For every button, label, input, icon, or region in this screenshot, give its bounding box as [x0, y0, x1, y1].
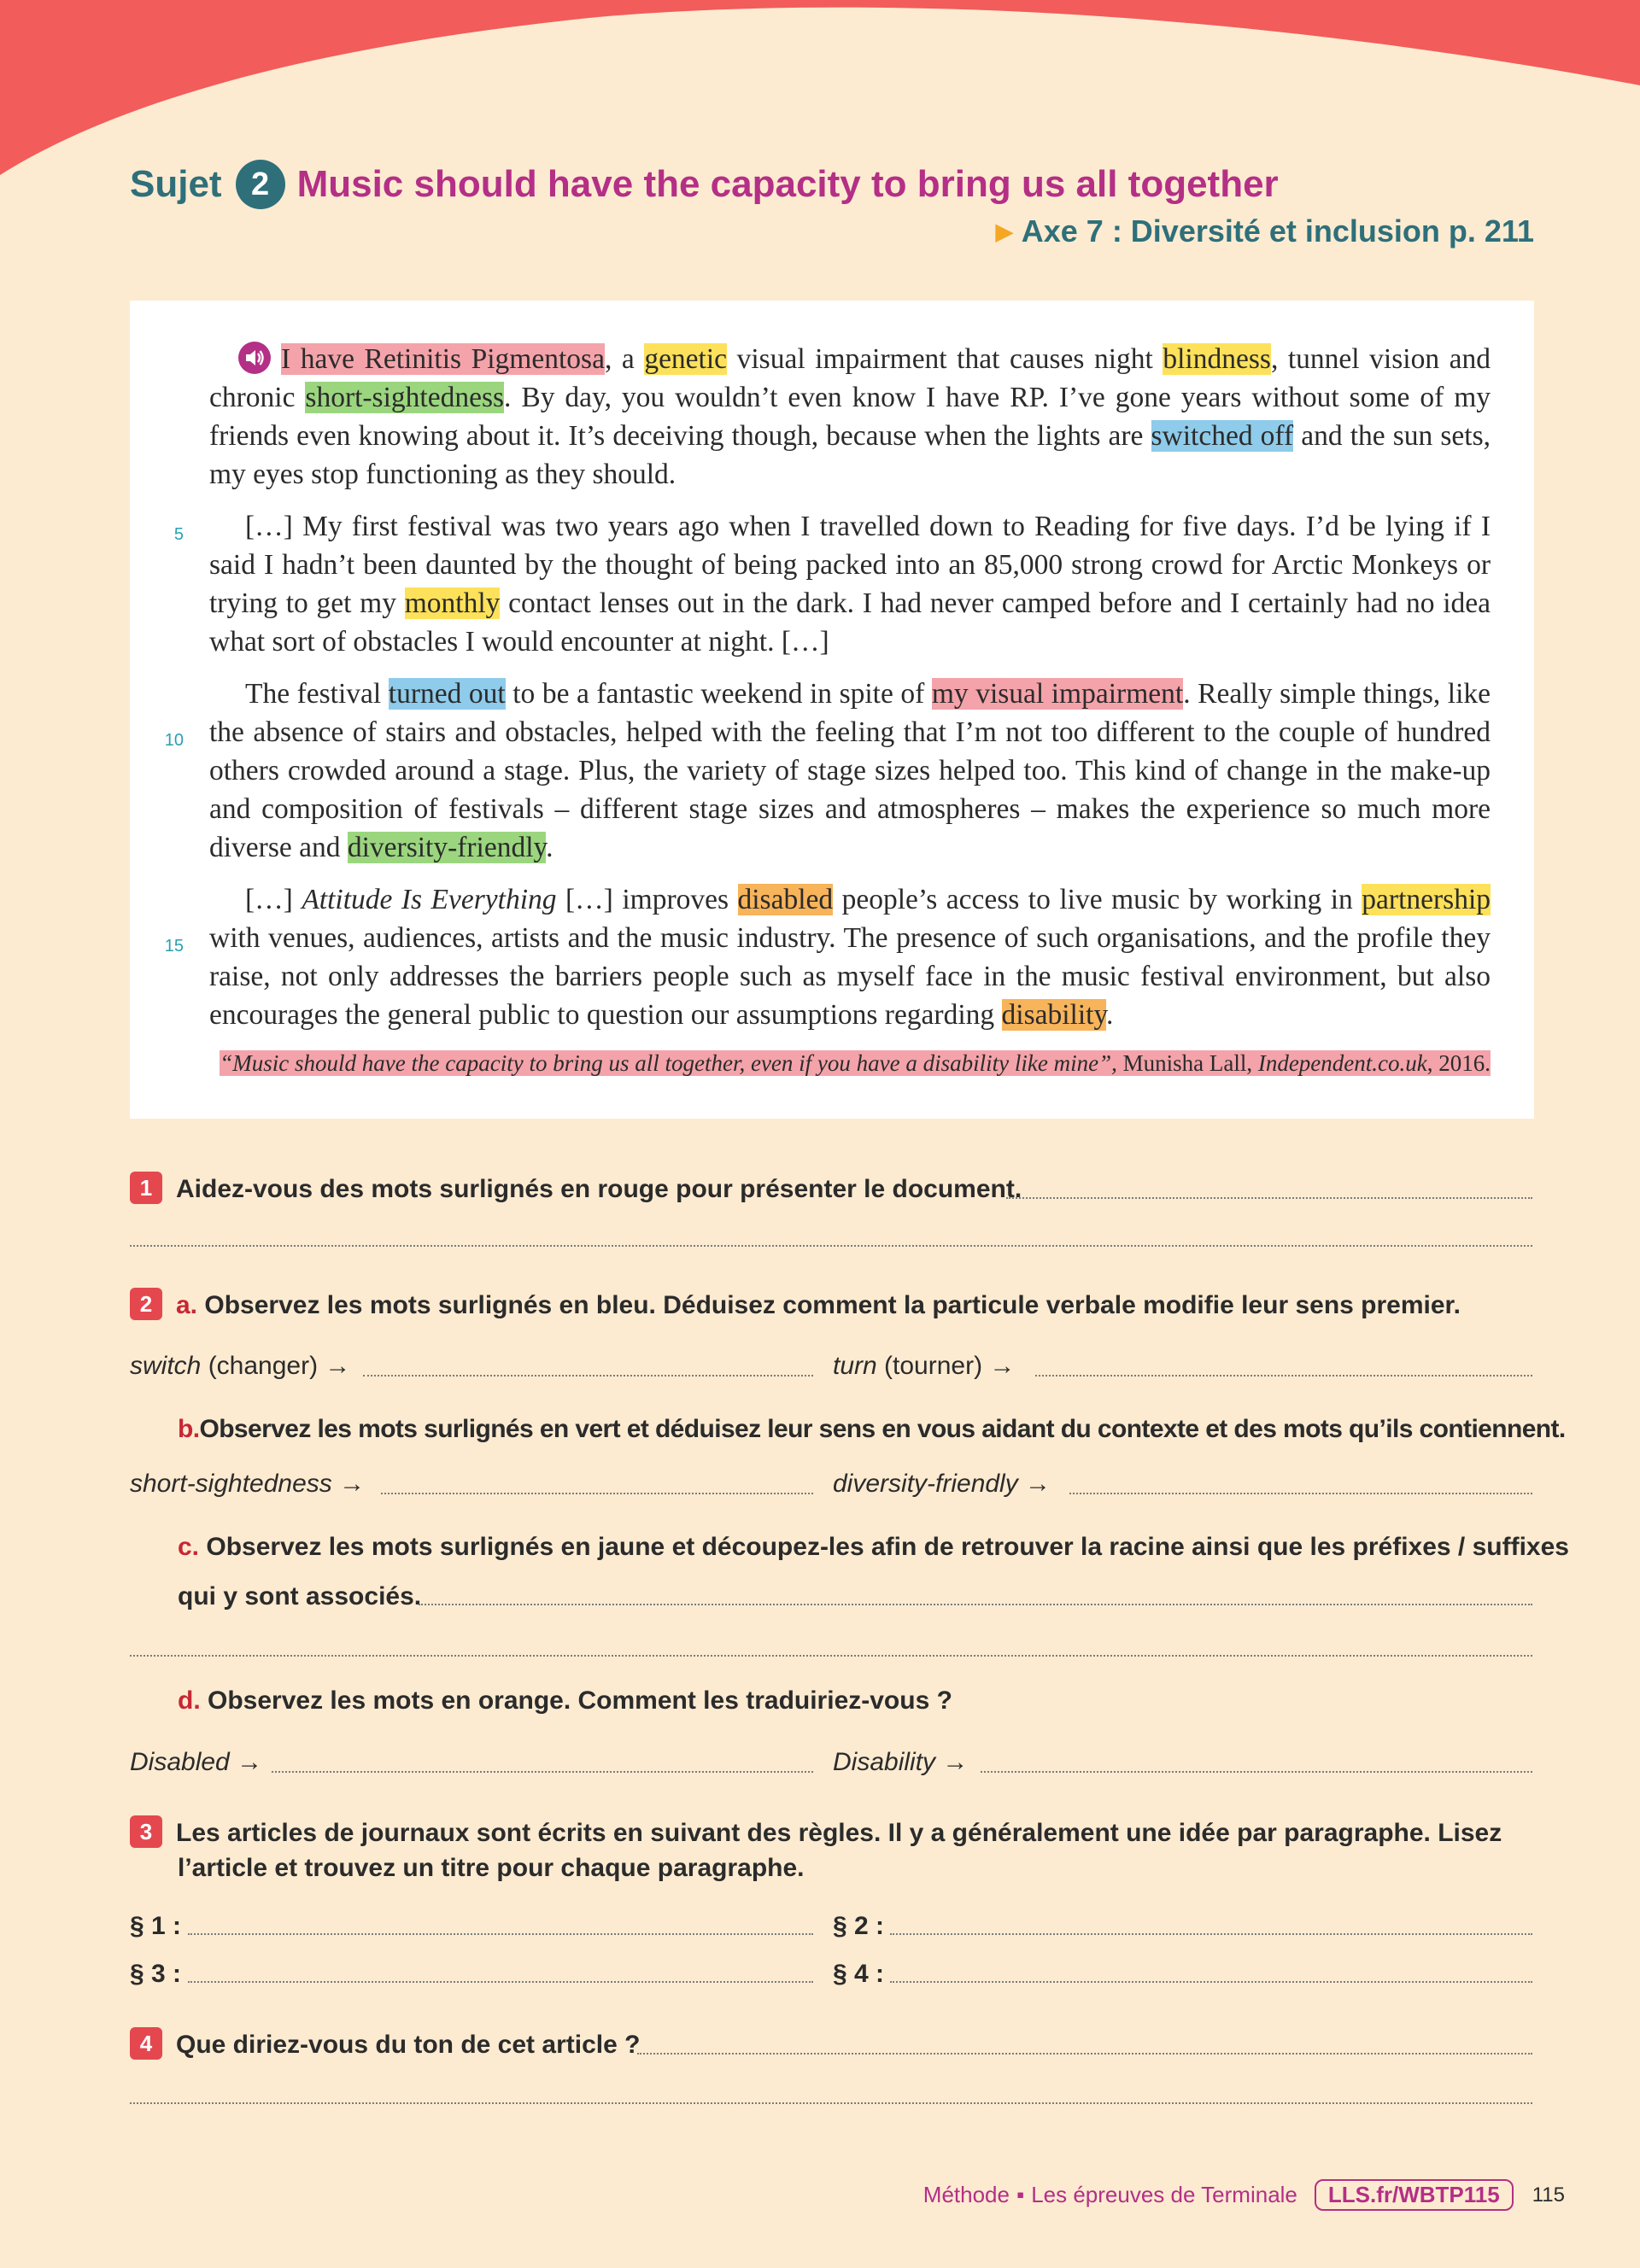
highlight-green: short-sightedness — [305, 382, 505, 413]
footer-methode: Méthode — [922, 2182, 1010, 2207]
highlight-blue: turned out — [388, 678, 506, 710]
sub-question-letter: c. — [178, 1533, 200, 1561]
answer-line[interactable] — [188, 1981, 813, 1983]
paragraph-1-label: § 1 : — [130, 1912, 182, 1940]
question-text: Les articles de journaux sont écrits en suivant des règles. Il y a généralement une idée par paragraphe. Lisez — [176, 1819, 1502, 1847]
question-text: Observez les mots surlignés en bleu. Déduisez comment la particule verbale modifie leur sens premier. — [204, 1291, 1461, 1319]
question-3 — [130, 1815, 1502, 1850]
switch-label: switch (changer) → — [130, 1352, 351, 1380]
turn-label: turn (tourner) → — [833, 1352, 1016, 1380]
highlight-yellow: blindness — [1163, 343, 1271, 375]
sub-question-letter: a. — [176, 1291, 198, 1319]
answer-line[interactable] — [1069, 1493, 1532, 1494]
answer-line[interactable] — [272, 1771, 813, 1773]
question-text: Observez les mots surlignés en jaune et découpez-les afin de retrouver la racine ainsi que les préfixes / suffixes — [206, 1533, 1569, 1561]
question-text: Observez les mots en orange. Comment les traduiriez-vous ? — [208, 1686, 952, 1715]
answer-line[interactable] — [130, 1245, 1532, 1247]
highlight-red: I have Retinitis Pigmentosa — [281, 343, 605, 375]
disability-label: Disability → — [833, 1748, 969, 1776]
highlight-yellow: monthly — [404, 587, 501, 619]
paragraph-2-label: § 2 : — [833, 1912, 885, 1940]
highlight-orange: disabled — [737, 884, 834, 915]
triangle-bullet-icon: ▶ — [995, 218, 1013, 244]
highlight-yellow: genetic — [644, 343, 728, 375]
subject-number-badge: 2 — [236, 160, 285, 209]
answer-line[interactable] — [188, 1933, 813, 1935]
organisation-name: Attitude Is Everything — [302, 884, 557, 915]
paragraph-4: 15 […] Attitude Is Everything […] improves disabled people’s access to live music by working in partnership with venues, audiences, artists and the music industry. The presence of such organisations, and the profile they raise, not only addresses the barriers people such as myself face in the music festival environment, but also encourages the general public to question our assumptions regarding disability. — [209, 880, 1491, 1034]
sub-question-letter: b. — [178, 1415, 200, 1443]
audio-play-icon[interactable] — [238, 342, 271, 374]
question-4 — [130, 2027, 640, 2062]
page-footer — [923, 2179, 1565, 2211]
subject-word: Sujet — [130, 163, 222, 205]
answer-line[interactable] — [381, 1493, 813, 1494]
sub-question-letter: d. — [178, 1686, 201, 1715]
question-2b — [178, 1412, 1566, 1447]
question-2d — [178, 1684, 952, 1718]
answer-line[interactable] — [419, 1604, 1532, 1605]
answer-line[interactable] — [637, 2053, 1532, 2055]
question-number-badge: 2 — [130, 1288, 162, 1320]
short-sightedness-label: short-sightedness → — [130, 1470, 366, 1498]
question-number-badge: 3 — [130, 1815, 162, 1848]
article-box — [130, 301, 1534, 1119]
answer-line[interactable] — [1006, 1197, 1532, 1199]
question-text: l’article et trouvez un titre pour chaque paragraphe. — [178, 1854, 805, 1882]
page-number: 115 — [1532, 2183, 1565, 2207]
line-number: 10 — [164, 731, 184, 750]
answer-line[interactable] — [130, 2102, 1532, 2104]
paragraph-4-label: § 4 : — [833, 1960, 885, 1988]
question-text: Observez les mots surlignés en vert et déduisez leur sens en vous aidant du contexte et des mots qu’ils contiennent. — [199, 1415, 1566, 1443]
question-number-badge: 1 — [130, 1172, 162, 1204]
answer-line[interactable] — [363, 1375, 813, 1377]
article-text — [164, 340, 1491, 1078]
article-source — [209, 1048, 1491, 1078]
question-text: Que diriez-vous du ton de cet article ? — [176, 2031, 641, 2059]
source-quote: “Music should have the capacity to bring us all together, even if you have a disability like mine”, — [220, 1050, 1117, 1076]
paragraph-3: 10 The festival turned out to be a fantastic weekend in spite of my visual impairment. Really simple things, like the absence of stairs and obstacles, helped with the feeling that I’m not too different to the couple of hundred others crowded around a stage. Plus, the variety of stage sizes helped too. This kind of change in the make-up and composition of festivals – different stage sizes and atmospheres – makes the experience so much more diverse and diversity-friendly. — [209, 675, 1491, 867]
axe-label: Axe 7 : Diversité et inclusion p. 211 — [1021, 213, 1534, 248]
question-2c-continued — [178, 1580, 421, 1614]
answer-line[interactable] — [1035, 1375, 1532, 1377]
source-author: Munisha Lall, — [1116, 1050, 1258, 1076]
source-site: Independent.co.uk — [1257, 1050, 1427, 1076]
axe-reference[interactable] — [996, 213, 1534, 249]
answer-line[interactable] — [890, 1981, 1532, 1983]
question-2c — [178, 1530, 1569, 1564]
question-text: qui y sont associés. — [178, 1582, 422, 1610]
highlight-green: diversity-friendly — [347, 832, 547, 863]
question-2a — [130, 1288, 1461, 1323]
question-number-badge: 4 — [130, 2027, 162, 2060]
line-number: 5 — [173, 525, 184, 544]
subject-heading — [130, 159, 1279, 210]
question-3-continued — [178, 1851, 805, 1885]
answer-line[interactable] — [130, 1655, 1532, 1657]
footer-link[interactable]: LLS.fr/WBTP115 — [1315, 2179, 1514, 2211]
paragraph-2: 5 […] My first festival was two years ago when I travelled down to Reading for five days. I’d be lying if I said I hadn’t been daunted by the thought of being packed into an 85,000 strong crowd for Arctic Monkeys or trying to get my monthly contact lenses out in the dark. I had never camped before and I certainly had no idea what sort of obstacles I would encounter at night. […] — [209, 507, 1491, 661]
diversity-friendly-label: diversity-friendly → — [833, 1470, 1051, 1498]
disabled-label: Disabled → — [130, 1748, 263, 1776]
highlight-red: my visual impairment — [931, 678, 1184, 710]
question-text: Aidez-vous des mots surlignés en rouge pour présenter le document. — [176, 1175, 1022, 1203]
paragraph-1: I have Retinitis Pigmentosa, a genetic visual impairment that causes night blindness, tunnel vision and chronic short-sightedness. By day, you wouldn’t even know I have RP. I’ve gone years without some of my friends even knowing about it. It’s deceiving though, because when the lights are switched off and the sun sets, my eyes stop functioning as they should. — [209, 343, 1491, 490]
subject-title: Music should have the capacity to bring us all together — [296, 163, 1279, 205]
line-number: 15 — [164, 937, 184, 956]
paragraph-3-label: § 3 : — [130, 1960, 182, 1988]
footer-section: Les épreuves de Terminale — [1031, 2182, 1297, 2207]
question-1 — [130, 1172, 1022, 1207]
highlight-blue: switched off — [1151, 420, 1294, 452]
source-year: , 2016. — [1426, 1050, 1491, 1076]
footer-separator: ▪ — [1016, 2182, 1025, 2207]
highlight-orange: disability — [1001, 999, 1107, 1031]
answer-line[interactable] — [981, 1771, 1532, 1773]
answer-line[interactable] — [890, 1933, 1532, 1935]
highlight-yellow: partnership — [1362, 884, 1491, 915]
